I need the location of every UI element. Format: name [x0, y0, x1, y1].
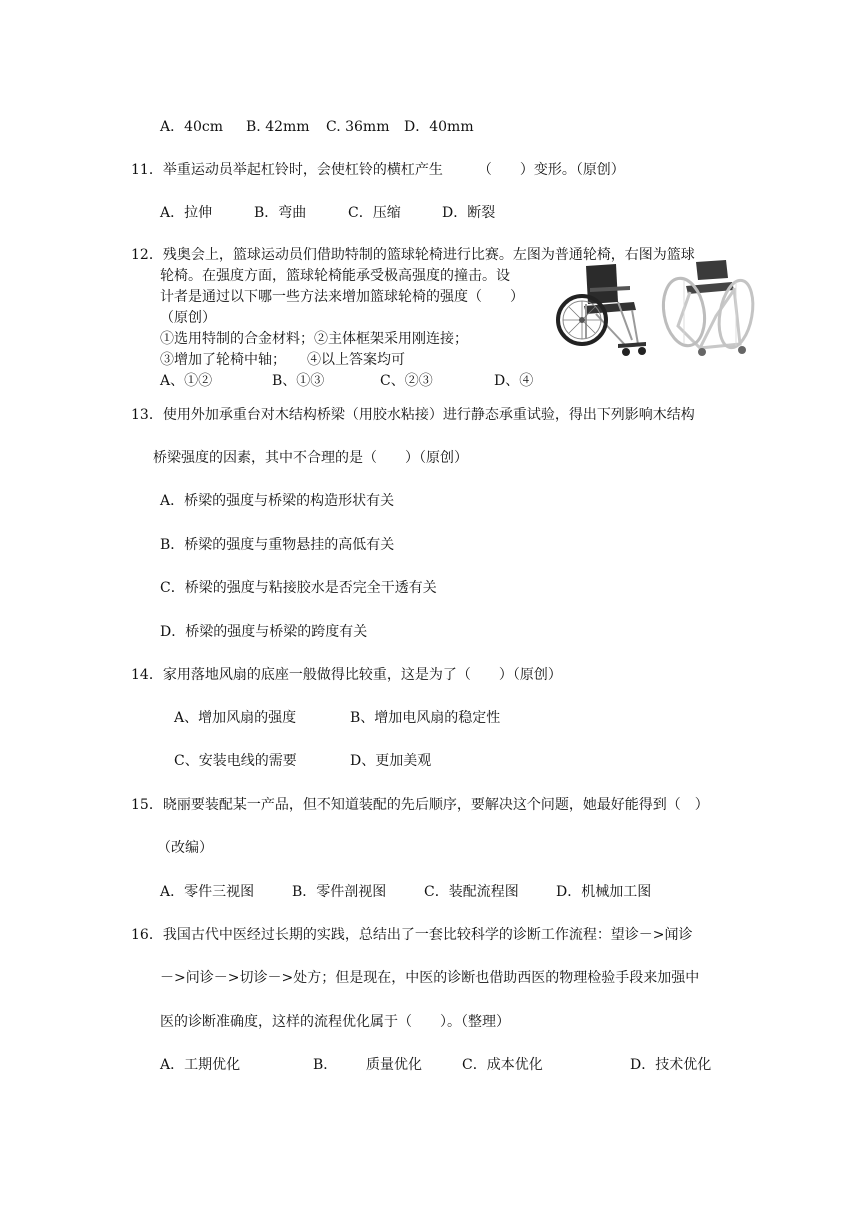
- q12-line-1: 12．残奥会上，篮球运动员们借助特制的篮球轮椅进行比赛。左图为普通轮椅，右图为篮球: [131, 247, 695, 263]
- q10-option-a: A．40cm: [160, 119, 224, 135]
- q15-option-d: D．机械加工图: [556, 884, 652, 900]
- q12-line-2: 轮椅。在强度方面，篮球轮椅能承受极高强度的撞击。设: [160, 268, 510, 284]
- q11-option-d: D．断裂: [442, 205, 496, 221]
- q15-option-b: B．零件剖视图: [292, 884, 387, 900]
- q16-option-b: 质量优化: [366, 1057, 422, 1073]
- q12-line-3: 计者是通过以下哪一些方法来增加篮球轮椅的强度（ ）: [160, 289, 524, 305]
- q15-option-c: C．装配流程图: [424, 884, 519, 900]
- q11-option-b: B．弯曲: [254, 205, 307, 221]
- q12-option-c: C、②③: [380, 373, 433, 389]
- q12-line-6: ③增加了轮椅中轴； ④以上答案均可: [160, 352, 405, 368]
- q14-option-b: B、增加电风扇的稳定性: [350, 710, 501, 726]
- q11-option-c: C．压缩: [348, 205, 401, 221]
- q14-option-a: A、增加风扇的强度: [174, 710, 297, 726]
- q12-option-a: A、①②: [160, 373, 213, 389]
- q16-line-1: 16．我国古代中医经过长期的实践，总结出了一套比较科学的诊断工作流程：望诊－>闻诊: [131, 927, 693, 943]
- q11-option-a: A．拉伸: [160, 205, 213, 221]
- q16-line-2: －>问诊－>切诊－>处方；但是现在，中医的诊断也借助西医的物理检验手段来加强中: [160, 970, 700, 986]
- q15-line-2: （改编）: [157, 840, 213, 856]
- q16-option-d: D．技术优化: [630, 1057, 712, 1073]
- q12-line-5: ①选用特制的合金材料；②主体框架采用刚连接；: [160, 331, 468, 347]
- q12-line-4: （原创）: [160, 310, 216, 326]
- q10-option-c: C. 36mm: [326, 119, 390, 135]
- q16-line-3: 医的诊断准确度，这样的流程优化属于（ ）。（整理）: [160, 1014, 510, 1030]
- q13-option-c: C．桥梁的强度与粘接胶水是否完全干透有关: [160, 580, 437, 596]
- q10-option-d: D．40mm: [404, 119, 474, 135]
- ordinary-wheelchair-image: [556, 258, 656, 358]
- basketball-wheelchair-image: [656, 256, 756, 358]
- q13-line-2: 桥梁强度的因素，其中不合理的是（ ）（原创）: [153, 450, 468, 466]
- q14-question: 14．家用落地风扇的底座一般做得比较重，这是为了（ ）（原创）: [131, 667, 562, 683]
- q14-option-c: C、安装电线的需要: [174, 753, 297, 769]
- q16-option-c: C．成本优化: [462, 1057, 543, 1073]
- q13-line-1: 13．使用外加承重台对木结构桥梁（用胶水粘接）进行静态承重试验，得出下列影响木结构: [131, 407, 695, 423]
- q12-option-d: D、④: [494, 373, 534, 389]
- q13-option-a: A．桥梁的强度与桥梁的构造形状有关: [160, 493, 395, 509]
- q16-option-a: A．工期优化: [160, 1057, 241, 1073]
- q16-option-b-letter: B．: [313, 1057, 338, 1073]
- q13-option-d: D．桥梁的强度与桥梁的跨度有关: [160, 624, 368, 640]
- q12-option-b: B、①③: [272, 373, 325, 389]
- q10-option-b: B. 42mm: [246, 119, 310, 135]
- q14-option-d: D、更加美观: [350, 753, 432, 769]
- q15-option-a: A．零件三视图: [160, 884, 255, 900]
- q15-line-1: 15．晓丽要装配某一产品，但不知道装配的先后顺序，要解决这个问题，她最好能得到（ ）: [131, 797, 709, 813]
- q13-option-b: B．桥梁的强度与重物悬挂的高低有关: [160, 537, 395, 553]
- q11-question: 11．举重运动员举起杠铃时，会使杠铃的横杠产生 （ ）变形。（原创）: [131, 162, 625, 178]
